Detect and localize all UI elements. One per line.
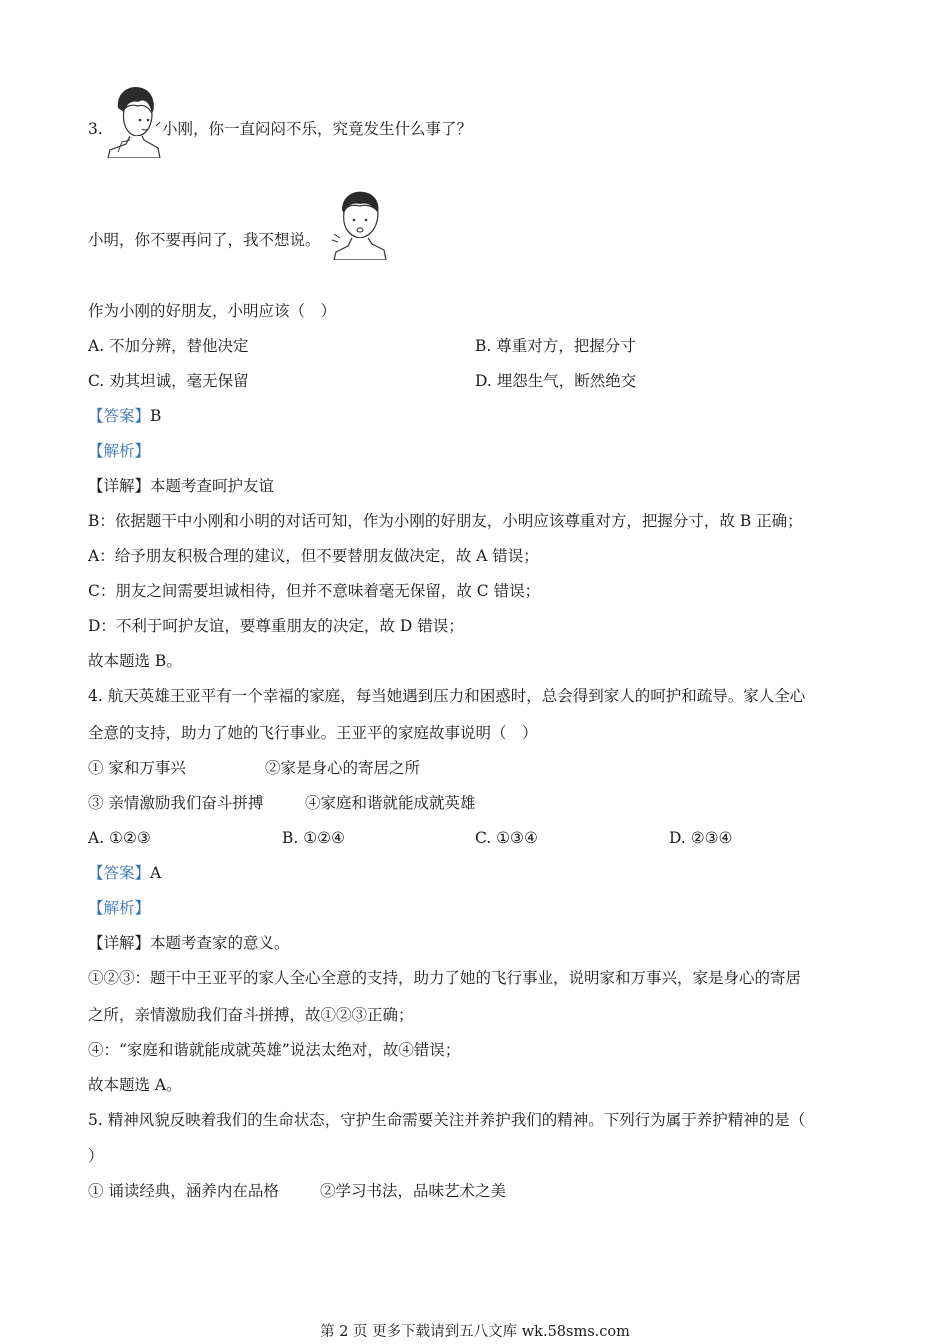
- q3-stem: 作为小刚的好朋友，小明应该（ ）: [88, 302, 337, 320]
- q4-explanation-line: 之所，亲情激励我们奋斗拼搏，故①②③正确；: [88, 1006, 414, 1024]
- q3-explanation-line: A：给予朋友积极合理的建议，但不要替朋友做决定，故 A 错误；: [88, 547, 539, 565]
- q5-stem-line-1: 5. 精神风貌反映着我们的生命状态，守护生命需要关注并养护我们的精神。下列行为属于养护精神的是（: [88, 1111, 806, 1129]
- q5-stem-line-2: ）: [88, 1147, 104, 1165]
- q3-explanation-line: B：依据题干中小刚和小明的对话可知，作为小刚的好朋友，小明应该尊重对方，把握分寸，故 B 正确；: [88, 512, 803, 530]
- q4-explanation-line: ①②③：题干中王亚平的家人全心全意的支持，助力了她的飞行事业，说明家和万事兴，家是身心的寄居: [88, 969, 802, 987]
- boy-thinking-icon: [104, 82, 162, 158]
- q4-item-2: ②家是身心的寄居之所: [265, 759, 421, 777]
- page-footer: 第 2 页 更多下载请到五八文库 wk.58sms.com: [320, 1324, 630, 1340]
- q4-option-b: B. ①②④: [282, 829, 345, 847]
- q3-option-a: A. 不加分辨，替他决定: [88, 337, 249, 355]
- q3-option-b: B. 尊重对方，把握分寸: [475, 337, 636, 355]
- boy-speaking-icon: [332, 188, 388, 260]
- answer-tag: 【答案】: [88, 864, 151, 882]
- q3-analysis-tag: 【解析】: [88, 442, 151, 460]
- q3-answer: [88, 406, 161, 426]
- q3-bubble-1: 小刚，你一直闷闷不乐，究竟发生什么事了？: [162, 120, 473, 138]
- q4-item-3: ③ 亲情激励我们奋斗拼搏: [88, 794, 264, 812]
- q5-item-1: ① 诵读经典，涵养内在品格: [88, 1182, 279, 1200]
- q4-stem-line-1: 4. 航天英雄王亚平有一个幸福的家庭，每当她遇到压力和困惑时，总会得到家人的呵护和疏导。家人全心: [88, 687, 806, 705]
- q3-explanation-line: 故本题选 B。: [88, 652, 182, 670]
- q4-item-4: ④家庭和谐就能成就英雄: [305, 794, 476, 812]
- q4-answer: [88, 863, 161, 883]
- q4-explanation-line: ④：“家庭和谐就能成就英雄”说法太绝对，故④错误；: [88, 1041, 461, 1059]
- q4-option-a: A. ①②③: [88, 829, 151, 847]
- q3-option-d: D. 埋怨生气，断然绝交: [475, 372, 637, 390]
- answer-value: B: [150, 407, 162, 425]
- q3-number: 3.: [88, 120, 103, 138]
- q3-explanation-line: C：朋友之间需要坦诚相待，但并不意味着毫无保留，故 C 错误；: [88, 582, 541, 600]
- q4-explanation-line: 故本题选 A。: [88, 1076, 182, 1094]
- answer-tag: 【答案】: [88, 407, 151, 425]
- q4-detail: 【详解】本题考查家的意义。: [88, 934, 290, 952]
- q3-option-c: C. 劝其坦诚，毫无保留: [88, 372, 249, 390]
- q3-bubble-2: 小明，你不要再问了，我不想说。: [88, 231, 321, 249]
- q4-stem-line-2: 全意的支持，助力了她的飞行事业。王亚平的家庭故事说明（ ）: [88, 724, 538, 742]
- q5-item-2: ②学习书法，品味艺术之美: [320, 1182, 507, 1200]
- q3-detail: 【详解】本题考查呵护友谊: [88, 477, 275, 495]
- q3-explanation-line: D：不利于呵护友谊，要尊重朋友的决定，故 D 错误；: [88, 617, 464, 635]
- answer-value: A: [150, 864, 162, 882]
- q4-item-1: ① 家和万事兴: [88, 759, 186, 777]
- q4-option-c: C. ①③④: [475, 829, 538, 847]
- q4-option-d: D. ②③④: [669, 829, 733, 847]
- q4-analysis-tag: 【解析】: [88, 899, 151, 917]
